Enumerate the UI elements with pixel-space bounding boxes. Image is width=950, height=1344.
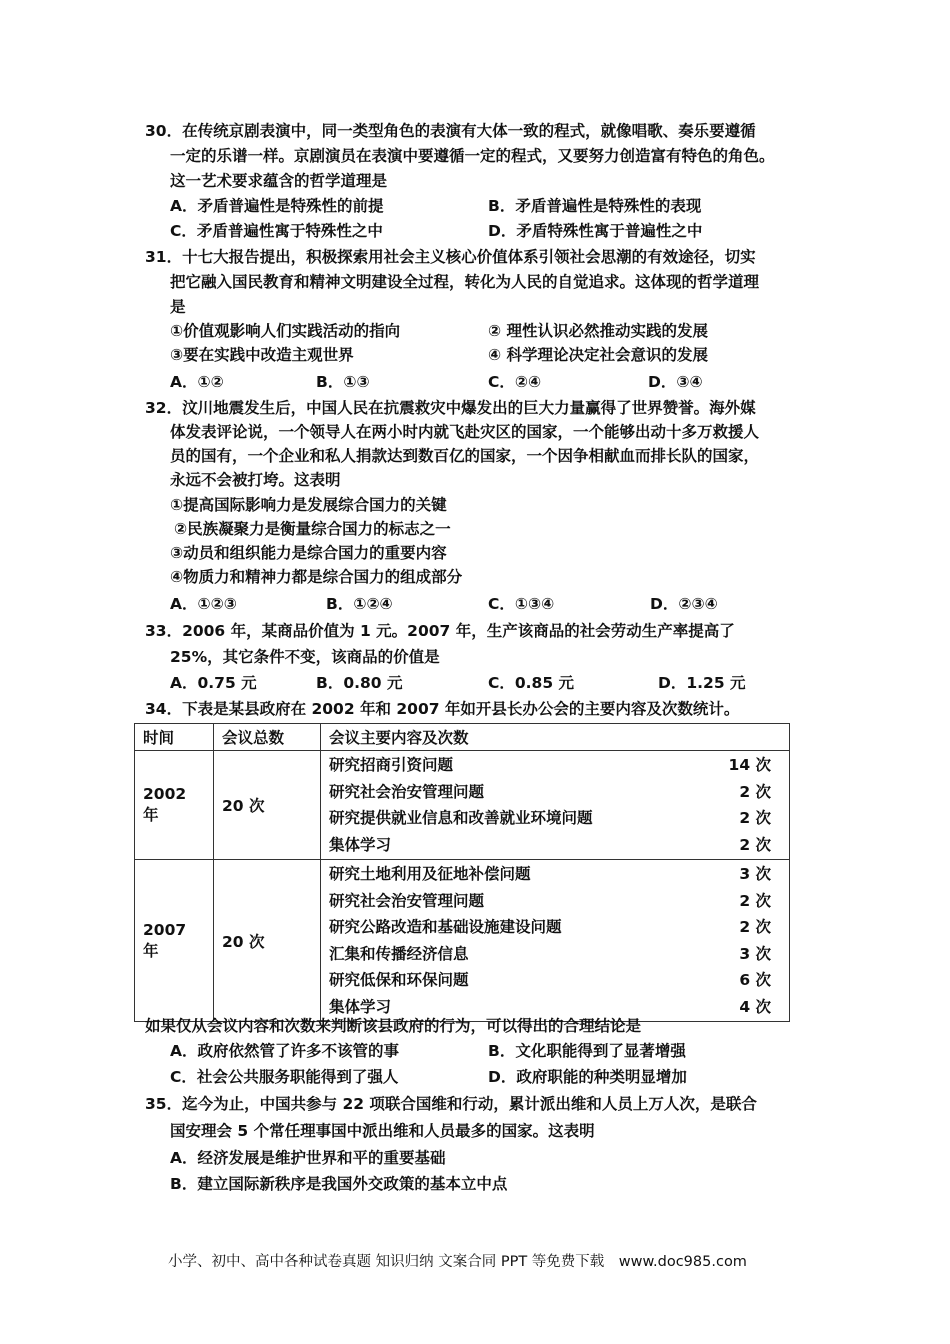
q34-option-d: D．政府职能的种类明显增加 [488, 1068, 687, 1086]
meeting-stats-table [134, 723, 790, 1022]
q34-intro: 34．下表是某县政府在 2002 年和 2007 年如开县长办公会的主要内容及次数统计。 [145, 700, 740, 718]
count: 3 次 [739, 865, 771, 883]
list-item [329, 967, 781, 994]
count: 2 次 [739, 782, 771, 801]
q34-option-a: A．政府依然管了许多不该管的事 [170, 1042, 399, 1060]
header-time: 时间 [135, 724, 214, 751]
topic: 集体学习 [329, 997, 392, 1016]
count: 4 次 [739, 997, 771, 1016]
table-row-2007 [135, 860, 790, 1022]
list-item [329, 941, 781, 968]
q35-line-2: 国安理会 5 个常任理事国中派出维和人员最多的国家。这表明 [170, 1122, 595, 1140]
list-item [329, 779, 781, 806]
q32-option-b: B．①②④ [326, 595, 393, 613]
q30-line-1: 30．在传统京剧表演中，同一类型角色的表演有大体一致的程式，就像唱歌、奏乐要遵循 [145, 122, 756, 140]
content-2002 [321, 751, 790, 860]
q31-line-3: 是 [170, 298, 186, 316]
topic: 研究公路改造和基础设施建设问题 [329, 918, 562, 936]
q35-line-1: 35．迄今为止，中国共参与 22 项联合国维和行动，累计派出维和人员上万人次，是联合 [145, 1095, 757, 1113]
header-total: 会议总数 [214, 724, 321, 751]
total-2007: 20 次 [214, 860, 321, 1022]
q32-line-3: 员的国有，一个企业和私人捐款达到数百亿的国家，一个因争相献血而排长队的国家， [170, 447, 760, 465]
topic: 集体学习 [329, 835, 392, 854]
q30-option-c: C．矛盾普遍性寓于特殊性之中 [170, 222, 383, 240]
q35-option-b: B．建立国际新秩序是我国外交政策的基本立中点 [170, 1175, 508, 1193]
q33-option-d: D．1.25 元 [658, 674, 746, 692]
q32-option-d: D．②③④ [650, 595, 718, 613]
q33-line-1: 33．2006 年，某商品价值为 1 元。2007 年，生产该商品的社会劳动生产率提高了 [145, 622, 735, 640]
q30-option-b: B．矛盾普遍性是特殊性的表现 [488, 197, 702, 215]
q30-line-3: 这一艺术要求蕴含的哲学道理是 [170, 172, 388, 190]
year-2002: 2002 年 [135, 751, 214, 860]
topic: 汇集和传播经济信息 [329, 944, 469, 963]
q30-option-d: D．矛盾特殊性寓于普遍性之中 [488, 222, 703, 240]
q31-option-a: A．①② [170, 373, 224, 391]
total-2002: 20 次 [214, 751, 321, 860]
list-item [329, 752, 781, 779]
q31-line-1: 31．十七大报告提出，积极探索用社会主义核心价值体系引领社会思潮的有效途径，切实 [145, 248, 756, 266]
count: 2 次 [739, 809, 771, 827]
year-2007: 2007 年 [135, 860, 214, 1022]
q31-option-b: B．①③ [316, 373, 370, 391]
q30-line-2: 一定的乐谱一样。京剧演员在表演中要遵循一定的程式，又要努力创造富有特色的角色。 [170, 147, 775, 165]
q31-statement-4: ④ 科学理论决定社会意识的发展 [488, 346, 709, 364]
q32-line-4: 永远不会被打垮。这表明 [170, 471, 341, 489]
q33-option-a: A．0.75 元 [170, 674, 257, 692]
count: 2 次 [739, 918, 771, 936]
topic: 研究低保和环保问题 [329, 971, 469, 989]
list-item [329, 832, 781, 859]
q32-option-a: A．①②③ [170, 595, 237, 613]
topic: 研究招商引资问题 [329, 756, 454, 774]
q32-statement-1: ①提高国际影响力是发展综合国力的关键 [170, 496, 447, 514]
page-footer: 小学、初中、高中各种试卷真题 知识归纳 文案合同 PPT 等免费下载 www.doc985.com [168, 1254, 747, 1270]
q31-line-2: 把它融入国民教育和精神文明建设全过程，转化为人民的自觉追求。这体现的哲学道理 [170, 273, 760, 291]
q32-statement-2: ②民族凝聚力是衡量综合国力的标志之一 [174, 520, 451, 538]
q34-conclusion: 如果仅从会议内容和次数来判断该县政府的行为，可以得出的合理结论是 [145, 1017, 642, 1035]
topic: 研究社会治安管理问题 [329, 891, 485, 910]
list-item [329, 888, 781, 915]
count: 3 次 [739, 944, 771, 963]
q31-statement-3: ③要在实践中改造主观世界 [170, 346, 354, 364]
q32-line-2: 体发表评论说，一个领导人在两小时内就飞赴灾区的国家，一个能够出动十多万救援人 [170, 423, 760, 441]
q31-option-d: D．③④ [648, 373, 703, 391]
q33-option-b: B．0.80 元 [316, 674, 403, 692]
q31-option-c: C．②④ [488, 373, 542, 391]
q35-option-a: A．经济发展是维护世界和平的重要基础 [170, 1149, 446, 1167]
count: 2 次 [739, 891, 771, 910]
topic: 研究土地利用及征地补偿问题 [329, 865, 531, 883]
list-item [329, 861, 781, 888]
q32-line-1: 32．汶川地震发生后，中国人民在抗震救灾中爆发出的巨大力量赢得了世界赞誉。海外媒 [145, 399, 756, 417]
q33-option-c: C．0.85 元 [488, 674, 575, 692]
table-header-row [135, 724, 790, 751]
q34-option-c: C．社会公共服务职能得到了强人 [170, 1068, 399, 1086]
list-item [329, 914, 781, 941]
table-row-2002 [135, 751, 790, 860]
q34-option-b: B．文化职能得到了显著增强 [488, 1042, 686, 1060]
topic: 研究社会治安管理问题 [329, 782, 485, 801]
header-content: 会议主要内容及次数 [321, 724, 790, 751]
q32-statement-4: ④物质力和精神力都是综合国力的组成部分 [170, 568, 463, 586]
count: 14 次 [728, 756, 771, 774]
q32-statement-3: ③动员和组织能力是综合国力的重要内容 [170, 544, 447, 562]
content-2007 [321, 860, 790, 1022]
topic: 研究提供就业信息和改善就业环境问题 [329, 809, 593, 827]
q32-option-c: C．①③④ [488, 595, 555, 613]
list-item [329, 805, 781, 832]
q30-option-a: A．矛盾普遍性是特殊性的前提 [170, 197, 384, 215]
q31-statement-2: ② 理性认识必然推动实践的发展 [488, 322, 709, 340]
count: 6 次 [739, 971, 771, 989]
q33-line-2: 25%，其它条件不变，该商品的价值是 [170, 648, 440, 666]
count: 2 次 [739, 835, 771, 854]
q31-statement-1: ①价值观影响人们实践活动的指向 [170, 322, 401, 340]
